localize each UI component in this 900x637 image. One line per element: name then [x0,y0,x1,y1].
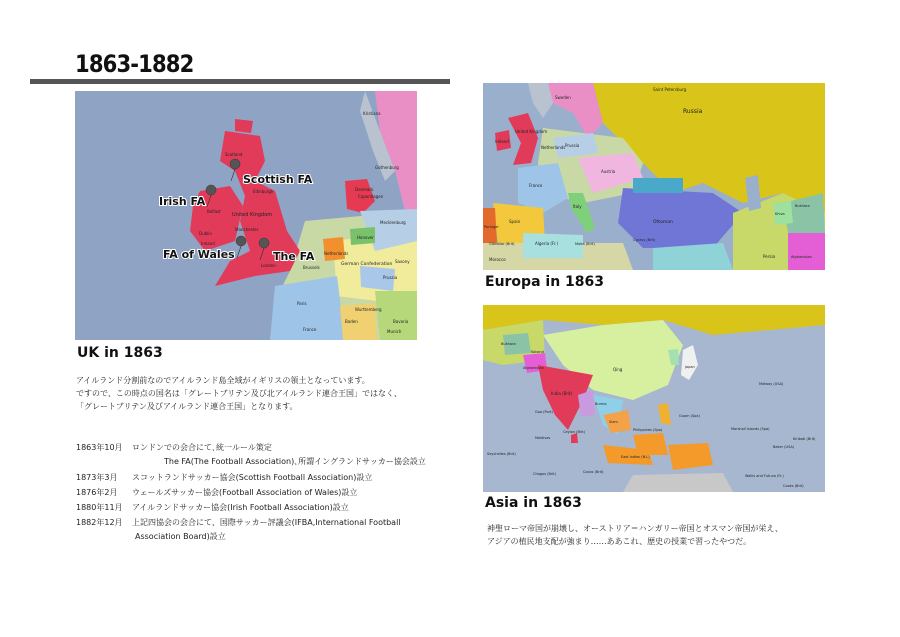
uk-map-place-16: Brussels [303,265,320,270]
asia-place-14: Midway (USA) [759,382,784,386]
europe-place-1: Saint Petersburg [653,87,687,92]
history-row [76,502,349,513]
history-date: 1873年3月 [76,473,118,482]
uk-description-line: ですので、この時点の国名は「グレートブリテン及び北アイルランド連合王国」ではなく、 [76,389,402,398]
europe-map-caption: Europa in 1863 [485,274,604,290]
history-text: スコットランドサッカー協会(Scottish Football Association)設立 [132,473,373,482]
asia-place-16: Kiribati (Brit) [793,437,816,441]
europe-place-2: Russia [683,108,703,115]
asia-place-19: Seychelles (Brit) [487,452,516,456]
asia-place-18: East Indies (N.L) [621,455,650,459]
europe-place-7: France [529,183,543,188]
uk-map-place-4: Belfast [207,209,221,214]
uk-map-place-9: London [261,263,276,268]
pin-label-the-fa: The FA [273,250,315,263]
europe-place-20: Bukhara [795,204,810,208]
history-text: Association Board)設立 [135,532,226,541]
asia-place-5: India (Brit) [551,391,573,396]
history-text: ロンドンでの会合にて､統一ルール策定 [132,443,272,452]
uk-map-place-2: Scotland [225,152,243,157]
history-date: 1863年10月 [76,443,123,452]
europe-place-5: Netherlands [541,145,566,150]
europe-place-21: Khiva [775,212,785,216]
asia-place-22: Cooks (Brit) [783,484,804,488]
history-text: ウェールズサッカー協会(Football Association of Wales)設立 [132,488,358,497]
europe-place-15: Morocco [489,257,506,262]
asia-place-13: Marshall Islands (Spa) [731,427,770,431]
uk-description-line: アイルランド分割前なのでアイルランド島全域がイギリスの領土となっています。 [76,376,370,385]
asia-place-1: Kokand [531,350,544,354]
history-row [76,517,401,528]
pin-label-fa-of-wales: FA of Wales [163,248,235,261]
history-text: アイルランドサッカー協会(Irish Football Association)設立 [132,503,349,512]
europe-map [483,83,825,270]
asia-place-9: Ceylon (Brit) [563,430,586,434]
uk-map-place-11: Copenhagen [358,194,384,199]
uk-map-place-1: Gothenburg [375,165,399,170]
history-row [76,531,226,542]
asia-description-line: アジアの植民地支配が強まり……ああこれ、歴史の授業で習ったやつだ。 [487,537,752,546]
history-text: The FA(The Football Association)､所謂イングランドサッカー協会設立 [164,457,426,466]
asia-place-0: Bukhara [501,342,516,346]
uk-map-place-13: Hanover [357,235,374,240]
asia-place-6: Goa (Port) [535,410,553,414]
title-rule [30,79,450,84]
history-row [76,442,272,453]
europe-place-16: Malta (Brit) [575,242,595,246]
uk-map-place-20: Wurttemberg [355,307,382,312]
europe-place-14: Gibraltar (Brit) [489,242,515,246]
asia-place-12: Guam (Spa) [679,414,700,418]
europe-place-17: Cyprus (Brit) [633,238,656,242]
europe-place-3: United Kingdom [515,129,548,134]
history-date: 1882年12月 [76,518,123,527]
uk-map-place-3: Edinburgh [253,189,274,194]
uk-map-place-17: German Confederation [341,262,393,267]
europe-place-8: Austria [601,169,616,174]
history-row [76,487,357,498]
asia-place-11: Philippines (Spa) [633,428,663,432]
uk-map-place-5: United Kingdom [232,212,273,218]
asia-place-15: Baker (USA) [773,445,795,449]
asia-place-2: Afghanistan [523,366,544,370]
history-text: 上記四協会の会合にて、国際サッカー評議会(IFBA,International Football [132,518,401,527]
uk-map-place-21: Baden [345,319,358,324]
uk-map-place-19: Paris [297,301,307,306]
uk-map-place-22: Bavaria [393,319,409,324]
europe-place-0: Sweden [555,95,571,100]
uk-map-place-7: Manchester [235,227,259,232]
history-date: 1880年11月 [76,503,123,512]
uk-map-place-18: Saxony [395,259,410,264]
uk-description-line: 「グレートブリテン及びアイルランド連合王国」となります。 [76,402,298,411]
asia-place-17: Cocos (Brit) [583,470,604,474]
uk-map-place-12: Mecklenburg [380,220,406,225]
uk-map-place-14: Netherlands [324,251,349,256]
uk-map-caption: UK in 1863 [77,345,163,361]
afghanistan-region [788,233,825,270]
uk-map-place-0: Kristiana [363,111,381,116]
europe-place-4: Ireland [495,139,509,144]
pin-label-irish-fa: Irish FA [159,195,206,208]
uk-map-place-10: Denmark [355,187,374,192]
asia-place-21: Wallis and Futuna (Fr.) [745,474,784,478]
asia-place-20: Chagos (Brit) [533,472,557,476]
europe-place-19: Afghanistan [791,255,812,259]
europe-place-6: Prussia [565,143,580,148]
europe-place-10: Portugal [484,225,499,229]
page-title: 1863-1882 [75,50,194,78]
uk-map-place-6: Dublin [199,231,212,236]
asia-place-8: Siam [609,420,618,424]
europe-place-9: Spain [509,219,521,224]
uk-map-place-8: Ireland [201,241,215,246]
netherlands-region [323,237,345,261]
history-row [76,456,426,467]
asia-description-line: 神聖ローマ帝国が崩壊し、オーストリア＝ハンガリー帝国とオスマン帝国が栄え、 [487,524,783,533]
uk-map-place-15: Prussia [383,275,398,280]
europe-place-12: Ottoman [653,220,673,225]
uk-map-place-24: Munich [387,329,402,334]
europe-place-18: Persia [763,254,776,259]
history-date: 1876年2月 [76,488,118,497]
uk-description [76,374,446,413]
uk-map-place-23: France [303,327,317,332]
asia-place-4: Japan [685,365,695,369]
asia-place-7: Burma [595,402,607,406]
asia-place-3: Qing [613,367,623,372]
pin-label-scottish-fa: Scottish FA [243,173,313,186]
uk-map [75,91,417,340]
europe-place-13: Algeria (Fr.) [535,241,559,246]
history-row [76,472,372,483]
europe-place-11: Italy [573,204,582,209]
asia-description [487,522,847,548]
asia-map [483,305,825,492]
asia-map-caption: Asia in 1863 [485,495,582,511]
asia-place-10: Maldives [535,436,551,440]
